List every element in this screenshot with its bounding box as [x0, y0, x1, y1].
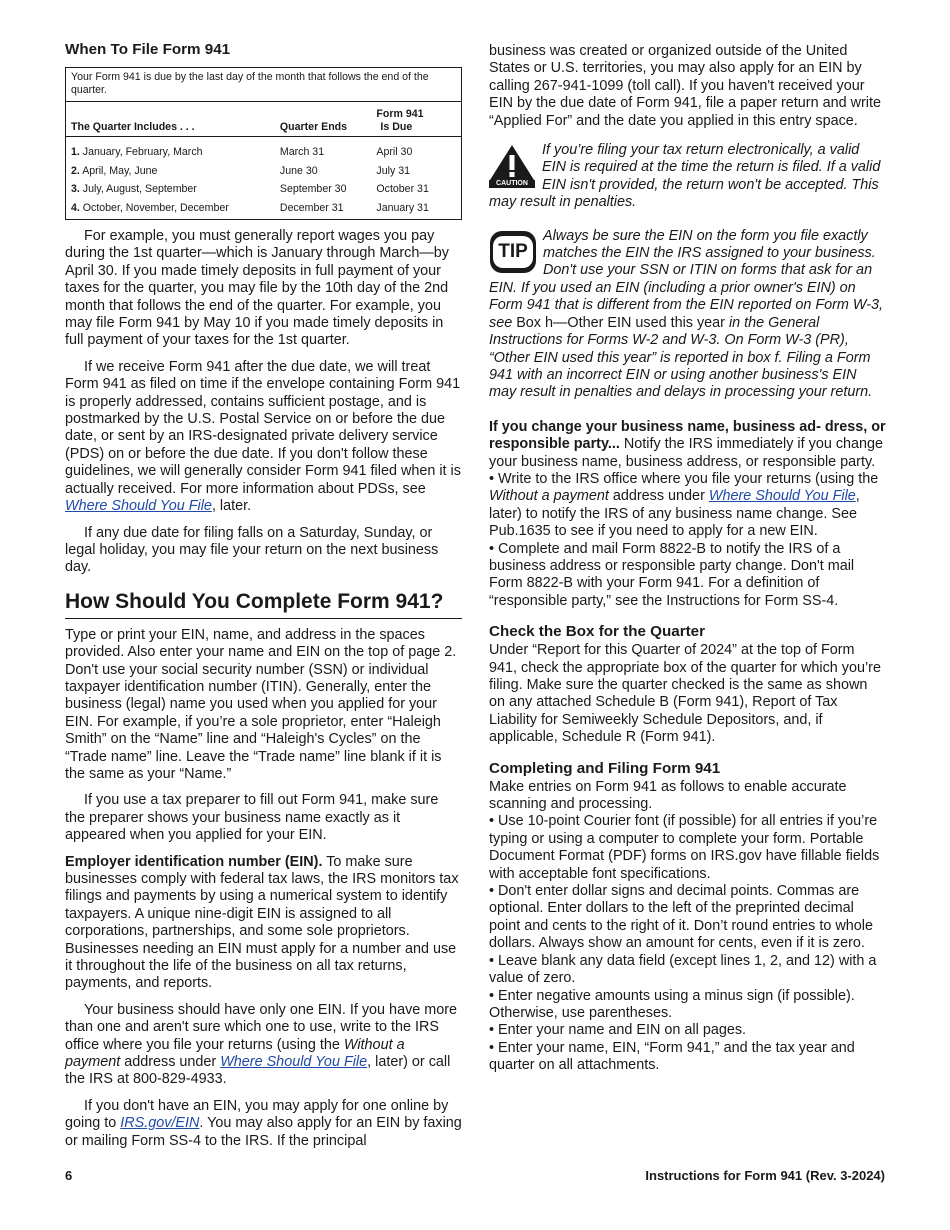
holiday-paragraph: If any due date for filing falls on a Saturday, Sunday, or legal holiday, you may file your return on the next business day.	[65, 524, 439, 576]
header-quarter-includes: The Quarter Includes . . .	[71, 121, 195, 133]
table-header	[66, 102, 461, 137]
no-ein-paragraph	[65, 1098, 462, 1150]
where-should-you-file-link[interactable]: Where Should You File	[220, 1054, 368, 1071]
quarter-months: July, August, September	[82, 183, 197, 196]
quarter-months: April, May, June	[82, 164, 158, 177]
header-quarter-ends: Quarter Ends	[279, 121, 348, 133]
when-to-file-heading: When To File Form 941	[65, 41, 231, 58]
change-body: Notify the IRS immediately if you change your business name, business address, or responsible party.	[489, 436, 884, 470]
due-cell: January 31	[376, 201, 429, 214]
due-cell: July 31	[376, 164, 410, 177]
type-print-paragraph: Type or print your EIN, name, and address in the spaces provided. Also enter your name and EIN on the top of page 2. Don't use your social security number (SSN) or individual taxpayer identification number (ITIN). Generally, enter the business (legal) name you used when you applied for your EIN. For example, if you’re a sole proprietor, enter “Haleigh Smith” on the “Name” line and “Haleigh's Cycles” on the “Trade name” line. Leave the “Trade name” line blank if it is the same as your “Name.”	[65, 626, 457, 782]
header-form-941: Form 941	[376, 108, 424, 120]
change-paragraph	[489, 419, 886, 471]
quarter-cell	[71, 202, 280, 214]
where-should-you-file-link[interactable]: Where Should You File	[708, 488, 856, 505]
completing-filing-heading: Completing and Filing Form 941	[489, 759, 721, 777]
right-column	[489, 43, 886, 1075]
change-bullet-1	[489, 471, 886, 541]
tip-note	[489, 228, 886, 402]
change-bullet-2: • Complete and mail Form 8822-B to notify the IRS of a business address or responsible party change. Don't mail Form 8822-B with your Form 941. For a definition of “responsible party,” see the Instructions for Form SS-4.	[489, 540, 855, 609]
completing-intro: Make entries on Form 941 as follows to enable accurate scanning and processing.	[489, 778, 847, 813]
continued-paragraph: business was created or organized outside of the United States or U.S. territories, you may also apply for an EIN by calling 267-941-1099 (toll call). If you haven't received your EIN by the due date of Form 941, file a paper return and write “Applied For” and the date you applied in this entry space.	[489, 43, 881, 129]
preparer-paragraph: If you use a tax preparer to fill out Form 941, make sure the preparer shows your business name exactly as it appeared when you applied for your EIN.	[65, 792, 439, 844]
tip-text-b: in the General Instructions for Forms W-2 and W-3. On Form W-3 (PR), “Other EIN used this year” is reported in box f. Filing a Form 941 with an incorrect EIN or using another business's EIN may result in penalties and delays in processing your return.	[489, 314, 873, 401]
caution-icon	[489, 144, 535, 188]
ein-heading: Employer identification number (EIN).	[65, 853, 323, 870]
irs-gov-ein-link[interactable]: IRS.gov/EIN	[120, 1115, 200, 1132]
due-date-table	[65, 67, 462, 220]
receive-text: If we receive Form 941 after the due date, we will treat Form 941 as filed on time if the envelope containing Form 941 is properly addressed, contains sufficient postage, and is postmarked by the U.S. Postal Service on or before the due date, or sent by an IRS-designated private delivery service (PDS) on or before the due date. If you don't follow these guidelines, we will generally consider Form 941 filed when it is actually received. For more information about PDSs, see	[65, 358, 461, 497]
without-payment-text: Without a payment	[65, 1036, 405, 1071]
list-item: • Don't enter dollar signs and decimal points. Commas are optional. Enter dollars to the left of the preprinted decimal point and cents to the right of it. Don’t round entries to whole dollars. Always show an amount for cents, even if it is zero.	[489, 883, 873, 952]
quarter-number: 4.	[71, 201, 80, 214]
quarter-cell	[71, 183, 280, 195]
caution-note	[489, 142, 886, 212]
due-cell: October 31	[376, 183, 429, 196]
quarter-number: 2.	[71, 164, 80, 177]
list-item: • Enter negative amounts using a minus sign (if possible). Otherwise, use parentheses.	[489, 987, 855, 1021]
page-number: 6	[65, 1168, 73, 1183]
receive-text-end: , later.	[211, 498, 252, 515]
table-row	[66, 199, 461, 218]
one-ein-text: Your business should have only one EIN. If you have more than one and aren't sure which one to use, write to the IRS office where you file your returns (using the	[65, 1001, 458, 1053]
caution-text: If you’re filing your tax return electronically, a valid EIN is required at the time the return is filed. If a valid EIN isn't provided, the return won't be accepted. This may result in penalties.	[489, 142, 881, 211]
caution-label: CAUTION	[496, 180, 528, 188]
check-box-paragraph: Under “Report for this Quarter of 2024” at the top of Form 941, check the appropriate box of the quarter for which you’re filing. Make sure the quarter checked is the same as shown on any attached Schedule B (Form 941), Report of Tax Liability for Semiweekly Schedule Depositors, and, if applicable, Schedule R (Form 941).	[489, 642, 881, 746]
quarter-number: 3.	[71, 183, 80, 196]
quarter-ends-cell: September 30	[279, 183, 347, 196]
table-caption: Your Form 941 is due by the last day of the month that follows the end of the quarter.	[66, 68, 461, 102]
quarter-ends-cell: December 31	[279, 201, 344, 214]
one-ein-text-3: , later) or call the IRS at 800-829-4933.	[65, 1054, 451, 1088]
bullet-text: • Write to the IRS office where you file your returns (using the	[489, 470, 879, 487]
left-column	[65, 40, 462, 1150]
list-item: • Enter your name, EIN, “Form 941,” and the tax year and quarter on all attachments.	[489, 1039, 855, 1074]
table-row	[66, 143, 461, 162]
tip-text-a: Always be sure the EIN on the form you file exactly matches the EIN the IRS assigned to your business. Don't use your SSN or ITIN on forms that ask for an EIN. If you used an EIN (including a prior owner's EIN) on Form 941 that is different from the EIN reported on Form W-3, see	[489, 227, 884, 331]
footer-doc-title: Instructions for Form 941 (Rev. 3-2024)	[645, 1168, 885, 1183]
table-row	[66, 180, 461, 199]
tip-box-h: Box h—Other EIN used this year	[516, 314, 725, 331]
quarter-ends-cell: June 30	[279, 164, 318, 177]
quarter-months: October, November, December	[82, 201, 229, 214]
header-is-due: Is Due	[380, 121, 413, 133]
due-cell: April 30	[376, 146, 413, 159]
ein-paragraph	[65, 854, 462, 993]
list-item: • Leave blank any data field (except lines 1, 2, and 12) with a value of zero.	[489, 952, 877, 987]
change-heading: If you change your business name, business ad- dress, or responsible party...	[489, 418, 886, 453]
where-should-you-file-link[interactable]: Where Should You File	[65, 498, 212, 515]
example-paragraph: For example, you must generally report wages you pay during the 1st quarter—which is January through March—by April 30. If you made timely deposits in full payment of your taxes for the quarter, you may file by the 10th day of the 2nd month that follows the end of the quarter. For example, you may file Form 941 by May 10 if you made timely deposits in full payment of your taxes for the 1st quarter.	[65, 228, 449, 349]
tip-icon	[489, 230, 537, 274]
without-payment-text: Without a payment	[489, 488, 609, 505]
ein-body: To make sure businesses comply with federal tax laws, the IRS monitors tax filings and payments by using a numerical system to identify taxpayers. A unique nine-digit EIN is assigned to all corporations, partnerships, and some sole proprietors. Businesses needing an EIN must apply for a number and use it throughout the life of the business on all tax returns, payments, and reports.	[65, 853, 459, 992]
no-ein-text: If you don't have an EIN, you may apply for one online by going to	[65, 1097, 449, 1132]
quarter-months: January, February, March	[82, 146, 203, 159]
quarter-number: 1.	[71, 146, 80, 159]
tip-label: TIP	[498, 240, 528, 262]
check-box-heading: Check the Box for the Quarter	[489, 623, 706, 641]
one-ein-text-2: address under	[120, 1054, 221, 1071]
quarter-ends-cell: March 31	[279, 146, 325, 159]
bullet-text-2: address under	[608, 488, 709, 505]
list-item: • Use 10-point Courier font (if possible) for all entries if you’re typing or using a computer to complete your form. Portable Document Format (PDF) forms on IRS.gov have fillable fields with acceptable font specifications.	[489, 813, 880, 882]
table-rows	[66, 137, 461, 219]
quarter-cell	[71, 165, 280, 177]
header-form-due	[376, 108, 456, 134]
receive-paragraph	[65, 359, 462, 516]
no-ein-text-2: . You may also apply for an EIN by faxing or mailing Form SS-4 to the IRS. If the principal	[65, 1115, 462, 1149]
one-ein-paragraph	[65, 1002, 462, 1089]
table-row	[66, 162, 461, 181]
list-item: • Enter your name and EIN on all pages.	[489, 1022, 747, 1039]
tip-text	[489, 228, 886, 402]
how-should-you-complete-heading: How Should You Complete Form 941?	[65, 589, 462, 619]
bullet-text-3: , later) to notify the IRS of any business name change. See Pub.1635 to see if you need to apply for a new EIN.	[489, 488, 860, 540]
quarter-cell	[71, 146, 280, 158]
